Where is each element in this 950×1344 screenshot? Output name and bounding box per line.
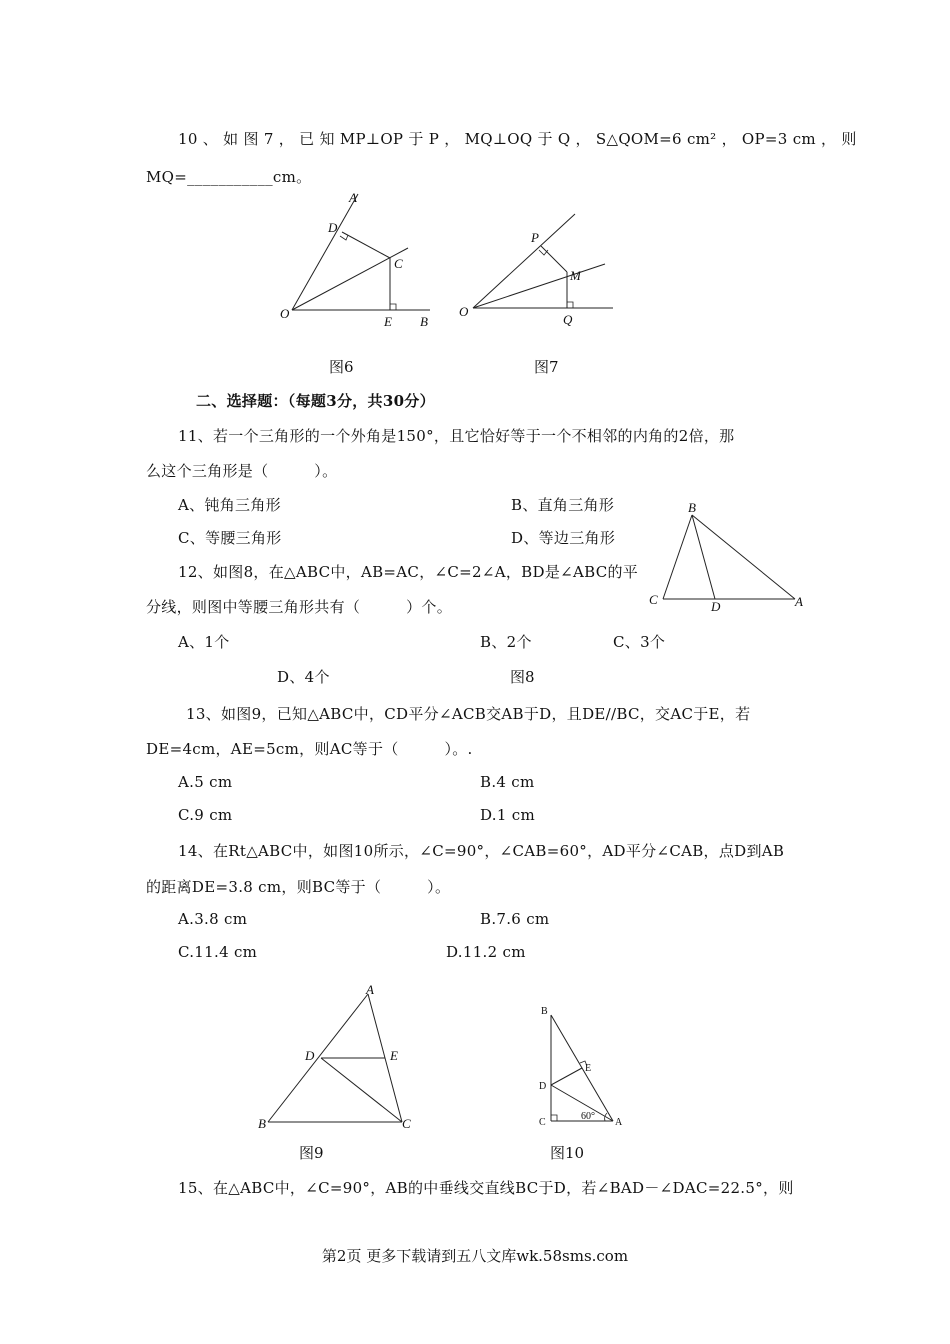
fig9-label-a: A <box>366 982 374 997</box>
q14-option-d: D.11.2 cm <box>446 943 526 961</box>
q14-option-c: C.11.4 cm <box>178 943 258 961</box>
fig7-label-p: P <box>531 230 539 245</box>
figure-10 <box>535 1003 635 1133</box>
q14-option-b: B.7.6 cm <box>480 910 550 928</box>
q12-line2: 分线，则图中等腰三角形共有（ ）个。 <box>146 598 453 616</box>
figure-7 <box>455 208 625 327</box>
q12-option-d: D、4个 <box>277 668 330 686</box>
fig8-label-b: B <box>688 500 696 515</box>
q11-option-b: B、直角三角形 <box>511 496 615 514</box>
figure-9 <box>255 980 425 1130</box>
q12-option-a: A、1个 <box>178 633 230 651</box>
fig10-label-b: B <box>541 1006 548 1017</box>
q10-line2: MQ=___________cm。 <box>146 168 312 186</box>
q13-option-b: B.4 cm <box>480 773 535 791</box>
q13-line2: DE=4cm，AE=5cm，则AC等于（ ）。. <box>146 740 473 758</box>
q12-option-c: C、3个 <box>613 633 666 651</box>
q11-option-a: A、钝角三角形 <box>178 496 281 514</box>
fig9-caption: 图9 <box>299 1144 324 1162</box>
q14-option-a: A.3.8 cm <box>178 910 248 928</box>
q12-option-b: B、2个 <box>480 633 532 651</box>
q11-line2: 么这个三角形是（ ）。 <box>146 462 338 480</box>
q14-line1: 14、在Rt△ABC中，如图10所示，∠C=90°，∠CAB=60°，AD平分∠CAB，点D到AB <box>178 842 785 860</box>
fig6-label-c: C <box>394 256 403 271</box>
page-footer: 第2页 更多下载请到五八文库wk.58sms.com <box>321 1247 629 1265</box>
fig7-label-q: Q <box>563 312 573 327</box>
q10-line1: 10 、 如 图 7 ， 已 知 MP⊥OP 于 P ， MQ⊥OQ 于 Q ， S△QOM=6 cm² ， OP=3 cm ， 则 <box>178 130 857 148</box>
fig10-label-a: A <box>615 1117 623 1128</box>
fig6-label-a: A <box>349 190 357 205</box>
fig10-label-c: C <box>539 1117 546 1128</box>
fig6-label-d: D <box>328 220 338 235</box>
fig10-label-d: D <box>539 1081 547 1092</box>
fig9-label-d: D <box>305 1048 315 1063</box>
fig6-label-e: E <box>384 314 392 329</box>
fig6-label-b: B <box>420 314 428 329</box>
fig6-caption: 图6 <box>329 358 354 376</box>
fig10-angle-label: 60° <box>581 1111 595 1122</box>
figure-6 <box>270 190 450 330</box>
fig6-label-o: O <box>280 306 290 321</box>
fig7-label-o: O <box>459 304 469 319</box>
fig9-label-e: E <box>390 1048 398 1063</box>
fig8-label-c: C <box>649 592 658 607</box>
q13-line1: 13、如图9，已知△ABC中，CD平分∠ACB交AB于D，且DE//BC，交AC于E，若 <box>186 705 751 723</box>
fig7-caption: 图7 <box>534 358 559 376</box>
q14-line2: 的距离DE=3.8 cm，则BC等于（ ）。 <box>146 878 451 896</box>
fig9-label-c: C <box>402 1116 411 1131</box>
figure-8 <box>645 500 815 615</box>
fig8-label-a: A <box>795 594 803 609</box>
fig8-caption: 图8 <box>510 668 535 686</box>
q11-option-c: C、等腰三角形 <box>178 529 282 547</box>
fig9-label-b: B <box>258 1116 266 1131</box>
fig10-caption: 图10 <box>550 1144 585 1162</box>
q15-line1: 15、在△ABC中，∠C=90°，AB的中垂线交直线BC于D，若∠BAD－∠DAC=22.5°，则 <box>178 1179 794 1197</box>
fig7-label-m: M <box>570 268 581 283</box>
fig8-label-d: D <box>711 599 721 614</box>
q11-option-d: D、等边三角形 <box>511 529 616 547</box>
fig10-label-e: E <box>585 1063 592 1074</box>
q13-option-c: C.9 cm <box>178 806 233 824</box>
q13-option-a: A.5 cm <box>178 773 233 791</box>
q11-line1: 11、若一个三角形的一个外角是150°，且它恰好等于一个不相邻的内角的2倍，那 <box>178 427 735 445</box>
section-title: 二、选择题：（每题3分，共30分） <box>196 392 435 410</box>
q13-option-d: D.1 cm <box>480 806 535 824</box>
q12-line1: 12、如图8，在△ABC中，AB=AC，∠C=2∠A，BD是∠ABC的平 <box>178 563 639 581</box>
